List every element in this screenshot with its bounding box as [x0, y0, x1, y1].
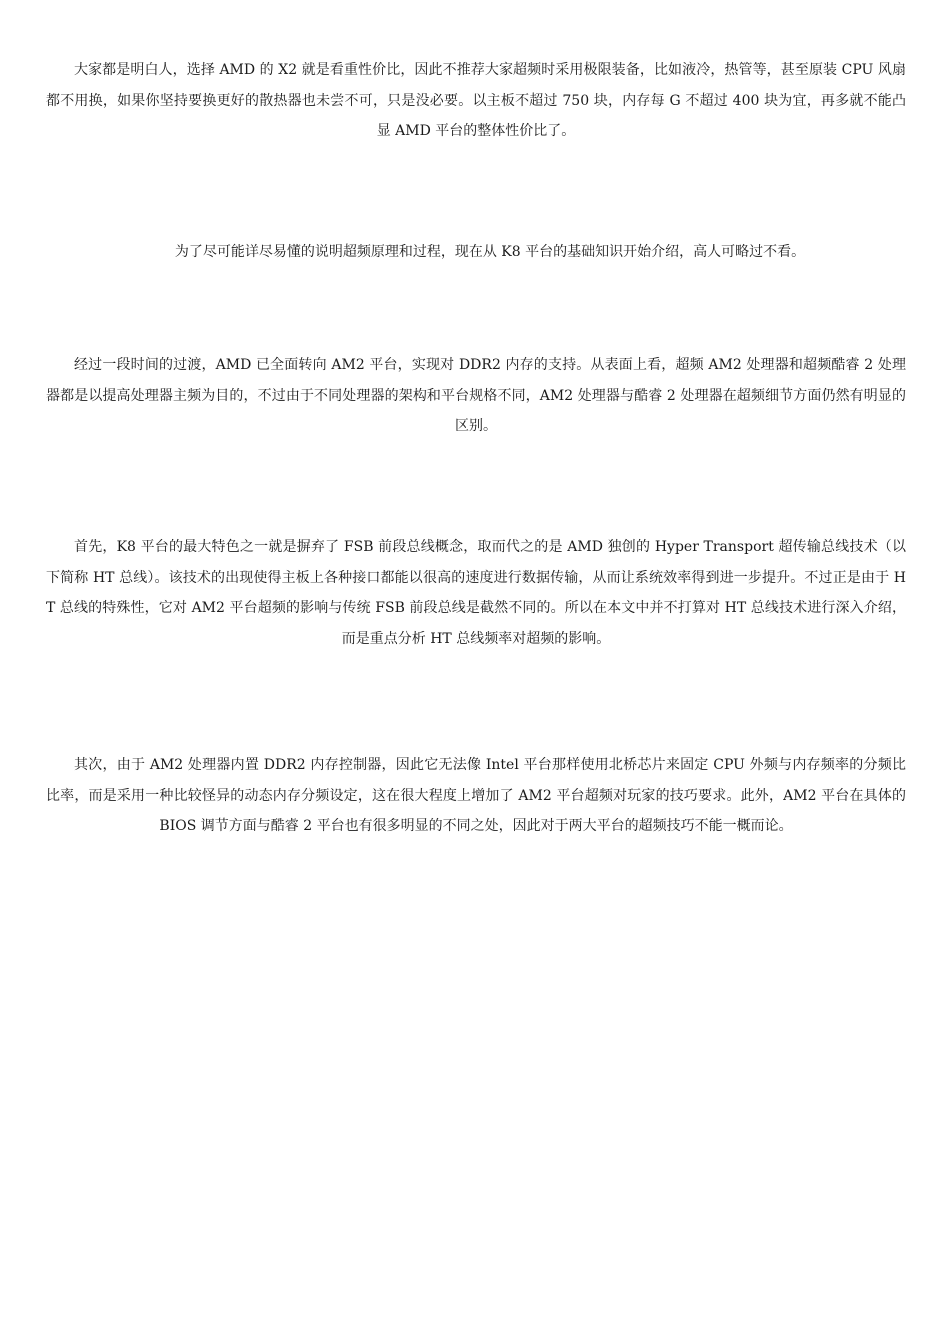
- paragraph-k8-intro: 为了尽可能详尽易懂的说明超频原理和过程，现在从 K8 平台的基础知识开始介绍，高人可略过不看。: [174, 244, 806, 260]
- paragraph-am2-transition: 经过一段时间的过渡，AMD 已全面转向 AM2 平台，实现对 DDR2 内存的支持。从表面上看，超频 AM2 处理器和超频酷睿 2 处理器都是以提高处理器主频为目的，不过由于不同处理器的架构和平台规格不同，AM2 处理器与酷睿 2 处理器在超频细节方面仍然有明显的区别。: [46, 357, 906, 434]
- paragraph-memory-controller: 其次，由于 AM2 处理器内置 DDR2 内存控制器，因此它无法像 Intel 平台那样使用北桥芯片来固定 CPU 外频与内存频率的分频比比率，而是采用一种比较怪异的动态内存分频设定，这在很大程度上增加了 AM2 平台超频对玩家的技巧要求。此外，AM2 平台在具体的 BIOS 调节方面与酷睿 2 平台也有很多明显的不同之处，因此对于两大平台的超频技巧不能一概而论。: [46, 757, 906, 834]
- paragraph-amd-x2-value: 大家都是明白人，选择 AMD 的 X2 就是看重性价比，因此不推荐大家超频时采用极限装备，比如液冷，热管等，甚至原装 CPU 风扇都不用换，如果你坚持要换更好的散热器也未尝不可，只是没必要。以主板不超过 750 块，内存每 G 不超过 400 块为宜，再多就不能凸显 AMD 平台的整体性价比了。: [46, 62, 906, 139]
- paragraph-ht-bus: 首先，K8 平台的最大特色之一就是摒弃了 FSB 前段总线概念，取而代之的是 AMD 独创的 Hyper Transport 超传输总线技术（以下简称 HT 总线）。该技术的出现使得主板上各种接口都能以很高的速度进行数据传输，从而让系统效率得到进一步提升。不过正是由于 HT 总线的特殊性，它对 AM2 平台超频的影响与传统 FSB 前段总线是截然不同的。所以在本文中并不打算对 HT 总线技术进行深入介绍，而是重点分析 HT 总线频率对超频的影响。: [46, 539, 906, 647]
